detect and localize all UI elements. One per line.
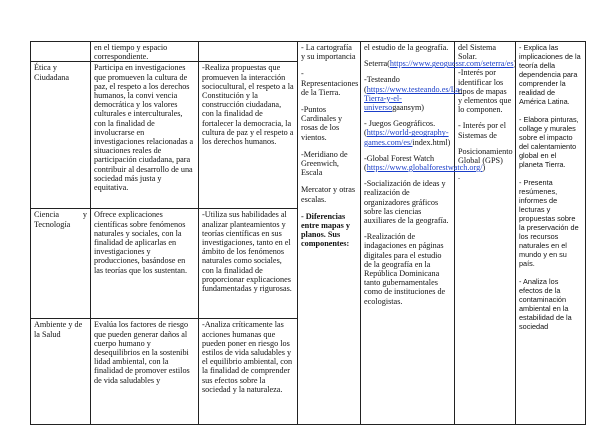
competence-text: Ofrece explicaciones científicas sobre fenómenos naturales y sociales, con la finalidad de aplicarlas en investigaciones y producciones, basándose en las teorías que los sustentan. bbox=[94, 210, 188, 275]
procedure-prefix: -Global Forest Watch ( bbox=[364, 153, 435, 173]
concept-item: - Representaciones de la Tierra. bbox=[301, 69, 359, 97]
concept-item: - La cartografía y su importancia bbox=[301, 43, 356, 62]
area-label-part: Ciencia bbox=[34, 210, 60, 220]
area-cell bbox=[31, 209, 91, 319]
curriculum-table bbox=[30, 41, 586, 425]
global-forest-watch-link[interactable]: https://www.globalforestwatch.org/ bbox=[366, 163, 483, 173]
concept-item-bold: - Diferencias entre mapas y planos. Sus componentes: bbox=[301, 211, 350, 249]
procedure-prefix: - Juegos Geográficos. ( bbox=[364, 119, 436, 138]
attitude-item: - Interés por el Sistemas de bbox=[458, 121, 506, 140]
procedure-suffix: index.html) bbox=[412, 137, 451, 147]
attitudes-cell bbox=[455, 42, 516, 425]
activities-cell bbox=[513, 42, 586, 425]
procedure-suffix: ) bbox=[513, 59, 517, 69]
concept-item: -Meridiano de Greenwich, Escala bbox=[301, 149, 348, 178]
indicator-cell bbox=[199, 209, 298, 319]
procedure-item bbox=[364, 75, 463, 113]
procedure-item: -Realización de indagaciones en páginas digitales para el estudio de la geografía en la República Dominicana tanto gubernamentales como de instituciones de ecologistas. bbox=[364, 232, 446, 306]
procedure-item: -Socialización de ideas y realización de organizadores gráficos sobre las ciencias auxiliares de la geografía. bbox=[364, 179, 449, 226]
activity-item: - Analiza los efectos de la contaminación ambiental en la estabilidad de la sociedad bbox=[519, 277, 572, 331]
attitude-item: del Sistema Solar. bbox=[458, 43, 496, 62]
area-cell bbox=[31, 319, 91, 425]
indicator-cell bbox=[199, 319, 298, 425]
procedure-item: el estudio de la geografía. bbox=[364, 43, 449, 52]
world-geography-games-link[interactable]: https://world-geography-games.com/es/ bbox=[364, 128, 449, 147]
procedure-item bbox=[364, 119, 451, 147]
attitude-item: -Interés por identificar los tipos de mapas y elementos que lo componen. bbox=[458, 68, 512, 115]
table-row bbox=[31, 42, 586, 62]
procedure-suffix: ) bbox=[482, 163, 486, 173]
area-label-part: y bbox=[82, 210, 87, 220]
competence-cell bbox=[91, 42, 199, 62]
competence-cell bbox=[91, 62, 199, 209]
procedure-suffix: gaansym) bbox=[392, 103, 425, 113]
concepts-cell bbox=[298, 42, 361, 425]
area-cell bbox=[31, 42, 91, 62]
area-label: Ambiente y de la Salud bbox=[34, 320, 83, 339]
procedure-item bbox=[364, 153, 486, 173]
attitude-item: Posicionamiento Global (GPS) bbox=[458, 146, 513, 166]
competence-text: Evalúa los factores de riesgo que pueden generar daños al cuerpo humano y desequilibrios en la sostenibi lidad ambiental, con la finalidad de promover estilos de vida saludables y bbox=[94, 320, 190, 385]
competence-text: en el tiempo y espacio correspondiente. bbox=[94, 43, 168, 62]
procedure-item bbox=[364, 59, 517, 69]
area-cell bbox=[31, 62, 91, 209]
competence-cell bbox=[91, 319, 199, 425]
activity-item: - Elabora pinturas, collage y murales sobre el impacto del calentamiento global en el planeta Tierra. bbox=[519, 115, 579, 169]
concept-item: Mercator y otras escalas. bbox=[301, 185, 356, 204]
activity-item: - Explica las implicaciones de la teoría della dependencia para comprender la realidad de América Latina. bbox=[519, 43, 581, 106]
procedure-prefix: -Testeando ( bbox=[364, 75, 400, 94]
procedure-prefix: Seterra( bbox=[364, 59, 390, 69]
competence-text: Participa en investigaciones que promueven la cultura de paz, el respeto a los derechos humanos, la convi vencia democrática y los valores culturales e interculturales, con la finalidad de involucrarse en investigaciones relacionadas a situaciones reales de participación ciudadana, para contribuir al desarrollo de una sociedad más justa y equitativa. bbox=[94, 63, 194, 193]
competence-cell bbox=[91, 209, 199, 319]
testeando-link[interactable]: https://www.testeando.es/La-Tierra-y-el-universo bbox=[364, 84, 463, 113]
indicator-cell bbox=[199, 62, 298, 209]
indicator-text: -Realiza propuestas que promueven la interacción sociocultural, el respeto a la Constitución y la construcción ciudadana, con la finalidad de fortalecer la democracia, la cultura de paz y el respeto a los derechos humanos. bbox=[202, 63, 294, 147]
concept-item: -Puntos Cardinales y rosas de los vientos. bbox=[301, 105, 343, 142]
area-label-line bbox=[34, 210, 87, 219]
attitude-item: . bbox=[458, 172, 461, 182]
indicator-text: -Analiza críticamente las acciones humanas que pueden poner en riesgo los estilos de vida saludables y el equilibrio ambiental, con la finalidad de comprender sus efectos sobre la sociedad y la naturaleza. bbox=[202, 320, 293, 394]
activity-item: - Presenta resúmenes, informes de lecturas y propuestas sobre la preservación de los recursos naturales en el mundo y en su país. bbox=[519, 178, 579, 268]
indicator-cell bbox=[199, 42, 298, 62]
seterra-link[interactable]: https://www.geoguessr.com/seterra/es bbox=[389, 59, 514, 69]
area-label-part: Tecnología bbox=[34, 219, 71, 229]
indicator-text: -Utiliza sus habilidades al analizar planteamientos y teorías científicas en sus investigaciones, tanto en el ámbito de los fenómenos naturales como sociales, con la finalidad de proporcionar explicaciones fundamentadas y rigurosas. bbox=[202, 210, 292, 294]
area-label: Ética y Ciudadana bbox=[34, 63, 70, 82]
